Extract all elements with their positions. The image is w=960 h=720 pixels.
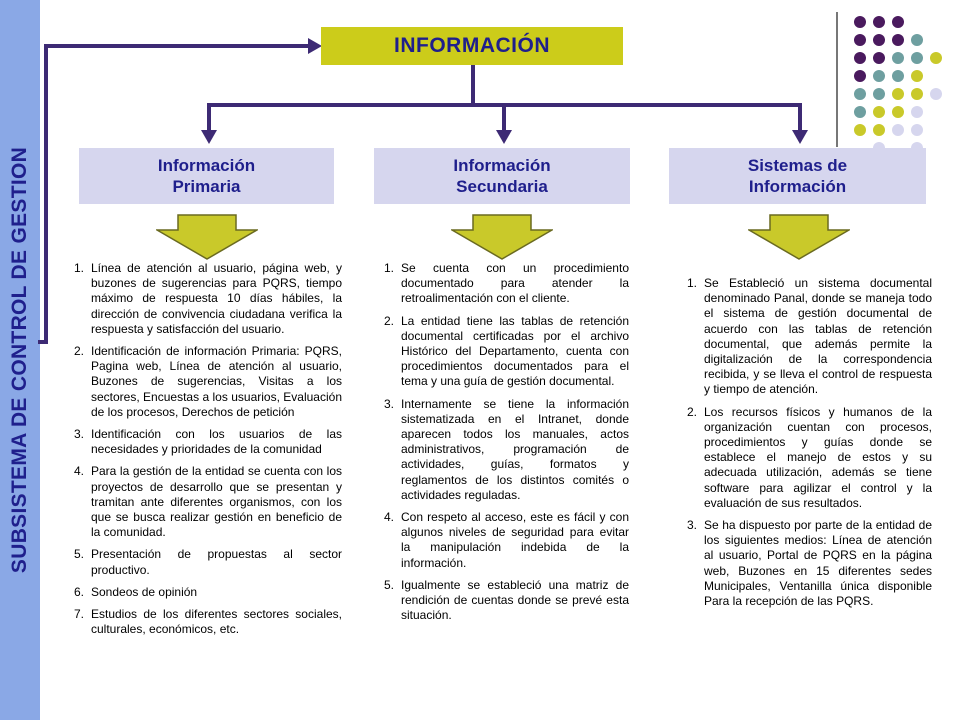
item-text: Se ha dispuesto por parte de la entidad de los siguientes medios: Línea de atención al usuario, Portal de PQRS en la página web, Buzones en 15 diferentes sedes Municipales, Ventanilla única disponible Para la recepción de las PQRS.: [704, 518, 932, 609]
column-title-line1: Información: [453, 156, 551, 175]
item-number: 3.: [74, 427, 85, 442]
column-title-line2: Secundaria: [456, 177, 548, 196]
dot-row-2: [854, 34, 923, 46]
item-number: 6.: [74, 584, 85, 599]
dot-row-8: [873, 142, 923, 152]
list-item: [74, 427, 342, 457]
list-item: [687, 518, 932, 609]
connector-left-bottom: [38, 340, 48, 344]
item-number: 7.: [74, 607, 85, 622]
list-item: [74, 344, 342, 420]
item-number: 4.: [384, 510, 395, 525]
dot-row-7: [854, 124, 923, 136]
list-sistemas: [687, 276, 932, 616]
column-title-line2: Primaria: [172, 177, 241, 196]
list-item: [74, 585, 342, 600]
drop-arrow-3-icon: [792, 130, 808, 146]
item-number: 1.: [74, 261, 85, 275]
dot-row-5: [854, 88, 942, 100]
item-text: Línea de atención al usuario, página web, y buzones de sugerencias para PQRS, tiempo máximo de respuesta 10 días hábiles, la dirección de convivencia ciudadana verifica la respuesta y satisfacción del usuario.: [91, 261, 342, 336]
item-number: 3.: [687, 518, 698, 533]
list-item: [384, 578, 629, 624]
list-item: [74, 464, 342, 540]
list-secundaria: [384, 261, 629, 630]
dot-row-1: [854, 16, 904, 28]
list-item: [74, 547, 342, 577]
drop-arrow-1-icon: [201, 130, 217, 146]
decorative-vertical-line: [836, 12, 838, 147]
dot-row-3: [854, 52, 942, 64]
tree-stem: [471, 65, 475, 105]
column-title-line2: Información: [748, 177, 847, 196]
connector-left-vertical: [44, 44, 48, 344]
drop-arrow-2-icon: [496, 130, 512, 146]
column-header-primaria: [79, 148, 334, 204]
sidebar: [0, 0, 40, 720]
connector-arrowhead-icon: [306, 38, 322, 54]
main-title-box: [321, 27, 623, 65]
tree-drop-1: [207, 103, 211, 133]
list-primaria: [74, 261, 342, 644]
tree-drop-3: [798, 103, 802, 133]
main-title: INFORMACIÓN: [394, 34, 550, 57]
item-text: Con respeto al acceso, este es fácil y con algunos niveles de seguridad para evitar la manipulación indebida de la información.: [401, 510, 629, 570]
item-text: Para la gestión de la entidad se cuenta con los proyectos de desarrollo que se presentan y tramitan ante diferentes organismos, con los que se busca realizar gestión en beneficio de la comunidad.: [91, 464, 342, 540]
item-number: 1.: [687, 276, 698, 290]
item-text: Identificación de información Primaria: PQRS, Pagina web, Línea de atención al usuario, Buzones de sugerencias, Visitas a los sectores, Encuestas a los usuarios, Evaluación de los procesos, Derechos de petición: [91, 344, 342, 419]
decorative-dot-grid-icon: [848, 12, 948, 152]
list-item: [74, 261, 342, 337]
list-item: [74, 607, 342, 637]
item-text: Identificación con los usuarios de las necesidades y prioridades de la comunidad: [91, 427, 342, 457]
item-text: Igualmente se estableció una matriz de rendición de cuentas donde se prevé esta situación.: [401, 577, 629, 623]
item-number: 3.: [384, 396, 395, 411]
item-text: Los recursos físicos y humanos de la organización cuentan con procesos, procedimientos y guías donde se establece el manejo de estos y su adecuada utilización, además se tiene software para agilizar el control y la evaluación de sus resultados.: [704, 404, 932, 510]
list-item: [384, 314, 629, 390]
item-text: Estudios de los diferentes sectores sociales, culturales, económicos, etc.: [91, 607, 342, 637]
item-text: Presentación de propuestas al sector productivo.: [91, 547, 342, 577]
item-text: Se Estableció un sistema documental denominado Panal, donde se maneja todo el sistema de gestión documental de acuerdo con las tablas de retención documental, que además permite la digitalización de la correspondencia recibida, y se lleva el control de respuesta y tiempo de atención.: [704, 276, 932, 397]
connector-left-top: [44, 44, 310, 48]
item-number: 2.: [74, 344, 85, 359]
list-item: [384, 510, 629, 571]
down-arrow-1-icon: [156, 214, 258, 260]
item-number: 5.: [74, 547, 85, 562]
item-number: 2.: [384, 313, 395, 328]
tree-drop-2: [502, 103, 506, 133]
item-number: 4.: [74, 464, 85, 479]
list-item: [687, 405, 932, 511]
list-item: [687, 276, 932, 398]
item-number: 1.: [384, 261, 395, 275]
item-text: Se cuenta con un procedimiento documentado para atender la retroalimentación con el cliente.: [401, 261, 629, 306]
item-number: 5.: [384, 577, 395, 592]
sidebar-title: SUBSISTEMA DE CONTROL DE GESTION: [8, 146, 31, 574]
column-header-secundaria: [374, 148, 630, 204]
list-item: [384, 397, 629, 503]
dot-row-6: [854, 106, 923, 118]
item-text: Sondeos de opinión: [91, 584, 198, 599]
down-arrow-3-icon: [748, 214, 850, 260]
dot-row-4: [854, 70, 923, 82]
list-item: [384, 261, 629, 307]
column-title-line1: Sistemas de: [747, 156, 848, 175]
item-text: La entidad tiene las tablas de retención documental certificadas por el archivo Histórico del Departamento, cuenta con procedimientos documentados para el tema y una guía de gestión documental.: [401, 313, 629, 389]
item-text: Internamente se tiene la información sistematizada en el Intranet, donde aparecen todos los manuales, actos administrativos, programación de actividades, guías, formatos y reglamentos de los distintos comités o actividades reguladas.: [401, 396, 629, 502]
item-number: 2.: [687, 404, 698, 419]
column-title-line1: Información: [157, 156, 256, 175]
down-arrow-2-icon: [451, 214, 553, 260]
column-header-sistemas: [669, 148, 926, 204]
